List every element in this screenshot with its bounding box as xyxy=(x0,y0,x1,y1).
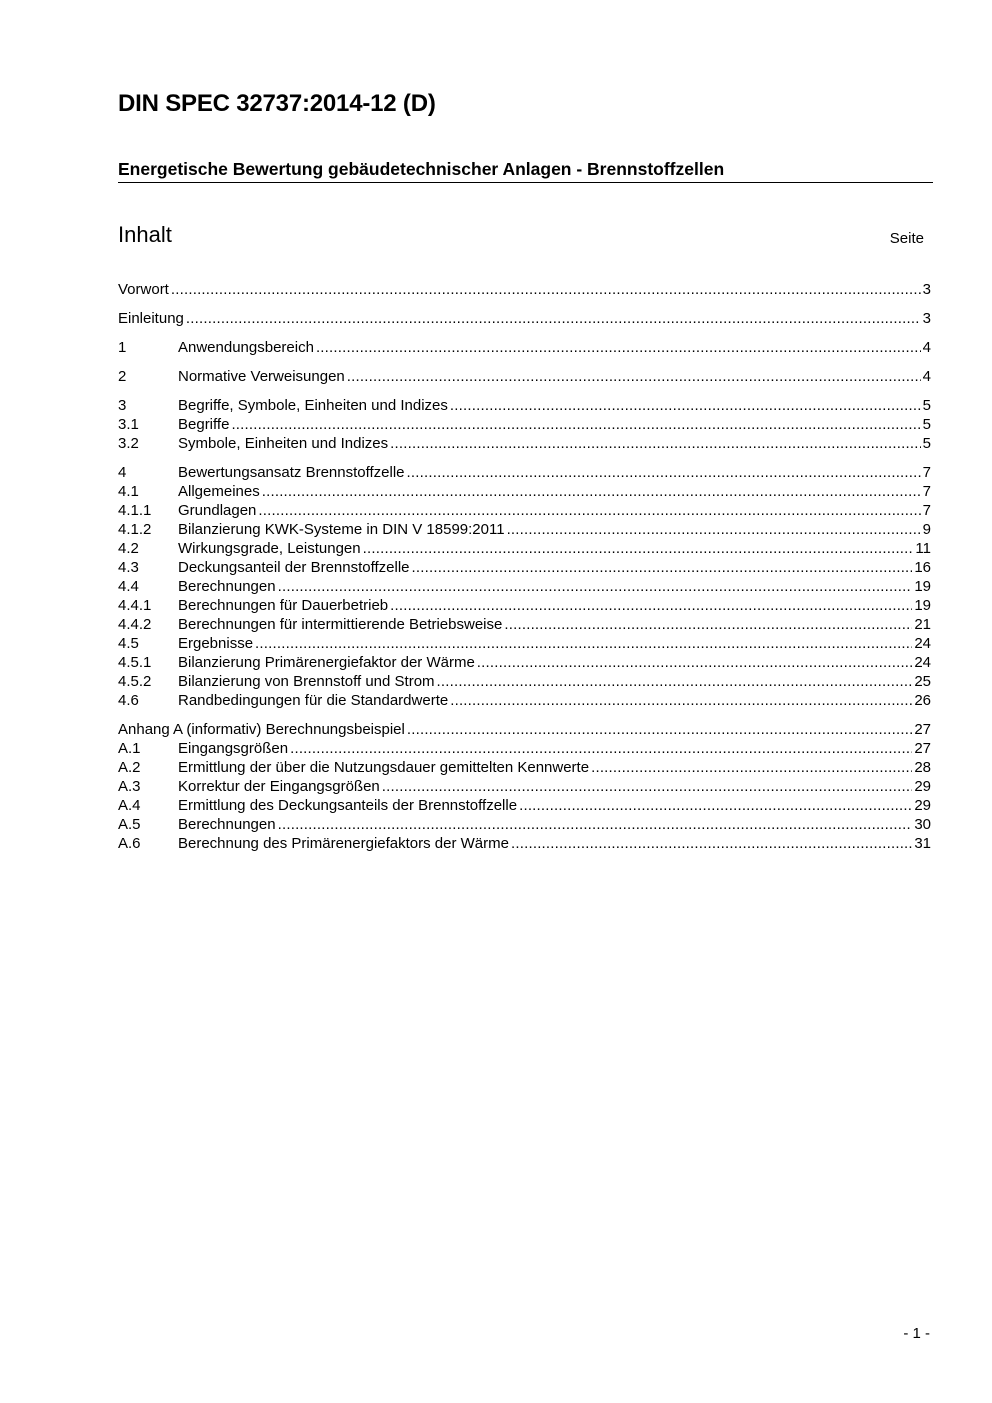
toc-entry-number: 4.4 xyxy=(118,578,139,595)
toc-entry[interactable] xyxy=(118,539,931,558)
toc-leader-dots xyxy=(258,501,920,520)
toc-entry[interactable] xyxy=(118,796,931,815)
toc-entry-number: 4.6 xyxy=(118,692,139,709)
toc-entry-number: 4.5 xyxy=(118,635,139,652)
toc-entry-page: 25 xyxy=(914,673,931,690)
toc-entry-page: 24 xyxy=(914,654,931,671)
toc-entry-title: Ergebnisse xyxy=(178,635,254,652)
toc-entry[interactable] xyxy=(118,615,931,634)
toc-entry-title: Vorwort xyxy=(118,281,169,298)
toc-entry[interactable] xyxy=(118,482,931,501)
toc-entry-title: Allgemeines xyxy=(178,483,260,500)
toc-entry-page: 29 xyxy=(914,778,931,795)
toc-entry-number: 4.5.2 xyxy=(118,673,152,690)
toc-entry-title: Bewertungsansatz Brennstoffzelle xyxy=(178,464,405,481)
toc-entry[interactable] xyxy=(118,367,931,386)
toc-page-label: Seite xyxy=(889,230,924,247)
toc-entry-number: 2 xyxy=(118,368,127,385)
toc-entry[interactable] xyxy=(118,280,931,299)
toc-entry-page: 19 xyxy=(914,597,931,614)
toc-entry-number: 4.1 xyxy=(118,483,139,500)
toc-entry-title: Eingangsgrößen xyxy=(178,740,289,757)
page-number: - 1 - xyxy=(903,1325,930,1342)
toc-entry-page: 11 xyxy=(915,540,931,557)
toc-entry-page: 7 xyxy=(922,464,931,481)
toc-entry-page: 30 xyxy=(914,816,931,833)
table-of-contents xyxy=(118,280,931,853)
toc-entry-title: Anwendungsbereich xyxy=(178,339,314,356)
toc-entry-title: Berechnungen für intermittierende Betriebsweise xyxy=(178,616,503,633)
toc-entry[interactable] xyxy=(118,834,931,853)
toc-leader-dots xyxy=(262,482,921,501)
toc-entry-number: A.2 xyxy=(118,759,141,776)
toc-leader-dots xyxy=(511,834,912,853)
toc-entry-page: 27 xyxy=(914,721,931,738)
toc-entry[interactable] xyxy=(118,309,931,328)
toc-entry-title: Einleitung xyxy=(118,310,184,327)
toc-entry-number: 4.2 xyxy=(118,540,139,557)
toc-leader-dots xyxy=(278,815,913,834)
toc-entry-title: Berechnung des Primärenergiefaktors der Wärme xyxy=(178,835,509,852)
toc-entry[interactable] xyxy=(118,815,931,834)
toc-entry[interactable] xyxy=(118,672,931,691)
toc-entry-number: 4.4.1 xyxy=(118,597,152,614)
toc-entry-page: 7 xyxy=(922,483,931,500)
toc-entry-title: Bilanzierung Primärenergiefaktor der Wärme xyxy=(178,654,475,671)
toc-entry-page: 7 xyxy=(922,502,931,519)
toc-entry-number: 4.1.2 xyxy=(118,521,152,538)
toc-entry-page: 21 xyxy=(914,616,931,633)
toc-entry-title: Deckungsanteil der Brennstoffzelle xyxy=(178,559,410,576)
toc-entry[interactable] xyxy=(118,577,931,596)
toc-entry-page: 29 xyxy=(914,797,931,814)
toc-leader-dots xyxy=(390,596,912,615)
toc-entry-title: Bilanzierung von Brennstoff und Strom xyxy=(178,673,435,690)
toc-entry-number: A.3 xyxy=(118,778,141,795)
toc-entry-title: Wirkungsgrade, Leistungen xyxy=(178,540,361,557)
toc-entry-page: 27 xyxy=(914,740,931,757)
toc-entry-title: Grundlagen xyxy=(178,502,257,519)
toc-leader-dots xyxy=(407,463,921,482)
toc-entry-page: 5 xyxy=(922,416,931,433)
toc-entry-number: 1 xyxy=(118,339,127,356)
toc-entry-title: Normative Verweisungen xyxy=(178,368,345,385)
toc-entry-page: 28 xyxy=(914,759,931,776)
toc-entry-page: 26 xyxy=(914,692,931,709)
toc-leader-dots xyxy=(382,777,913,796)
toc-entry[interactable] xyxy=(118,720,931,739)
toc-entry-page: 19 xyxy=(914,578,931,595)
document-id: DIN SPEC 32737:2014-12 (D) xyxy=(118,90,436,117)
toc-entry-title: Begriffe, Symbole, Einheiten und Indizes xyxy=(178,397,448,414)
toc-entry-number: 3.2 xyxy=(118,435,139,452)
toc-leader-dots xyxy=(255,634,912,653)
toc-leader-dots xyxy=(450,691,912,710)
toc-leader-dots xyxy=(316,338,921,357)
toc-entry-number: 4 xyxy=(118,464,127,481)
toc-leader-dots xyxy=(412,558,913,577)
toc-entry-number: A.1 xyxy=(118,740,141,757)
toc-entry-page: 4 xyxy=(922,368,931,385)
toc-leader-dots xyxy=(437,672,913,691)
toc-entry-number: 4.4.2 xyxy=(118,616,152,633)
toc-leader-dots xyxy=(171,280,921,299)
toc-entry-number: 4.5.1 xyxy=(118,654,152,671)
toc-entry[interactable] xyxy=(118,653,931,672)
toc-entry-number: 3 xyxy=(118,397,127,414)
toc-leader-dots xyxy=(477,653,913,672)
toc-entry[interactable] xyxy=(118,558,931,577)
toc-entry-title: Korrektur der Eingangsgrößen xyxy=(178,778,380,795)
toc-entry-number: 4.1.1 xyxy=(118,502,152,519)
toc-entry-title: Berechnungen für Dauerbetrieb xyxy=(178,597,389,614)
toc-entry-page: 5 xyxy=(922,435,931,452)
toc-entry-title: Randbedingungen für die Standardwerte xyxy=(178,692,449,709)
toc-entry[interactable] xyxy=(118,434,931,453)
toc-leader-dots xyxy=(186,309,921,328)
toc-entry-number: A.5 xyxy=(118,816,141,833)
toc-entry-title: Berechnungen xyxy=(178,816,276,833)
toc-entry-page: 3 xyxy=(922,281,931,298)
toc-leader-dots xyxy=(504,615,912,634)
toc-entry[interactable] xyxy=(118,501,931,520)
toc-entry-title: Bilanzierung KWK-Systeme in DIN V 18599:2011 xyxy=(178,521,505,538)
document-title: Energetische Bewertung gebäudetechnischer Anlagen - Brennstoffzellen xyxy=(118,159,933,183)
toc-leader-dots xyxy=(507,520,921,539)
toc-entry-page: 5 xyxy=(922,397,931,414)
toc-leader-dots xyxy=(347,367,921,386)
toc-leader-dots xyxy=(290,739,912,758)
toc-entry[interactable] xyxy=(118,777,931,796)
toc-entry-title: Berechnungen xyxy=(178,578,276,595)
toc-entry-number: A.6 xyxy=(118,835,141,852)
toc-entry-title: Symbole, Einheiten und Indizes xyxy=(178,435,389,452)
toc-leader-dots xyxy=(231,415,920,434)
toc-entry-number: A.4 xyxy=(118,797,141,814)
toc-leader-dots xyxy=(407,720,912,739)
toc-entry-page: 4 xyxy=(922,339,931,356)
toc-entry[interactable] xyxy=(118,520,931,539)
toc-entry-title: Ermittlung der über die Nutzungsdauer gemittelten Kennwerte xyxy=(178,759,590,776)
toc-heading: Inhalt xyxy=(118,222,172,247)
toc-entry-number: 3.1 xyxy=(118,416,139,433)
toc-entry[interactable] xyxy=(118,739,931,758)
toc-leader-dots xyxy=(363,539,914,558)
toc-entry[interactable] xyxy=(118,596,931,615)
toc-entry[interactable] xyxy=(118,758,931,777)
toc-entry[interactable] xyxy=(118,396,931,415)
toc-entry[interactable] xyxy=(118,634,931,653)
toc-entry-page: 24 xyxy=(914,635,931,652)
toc-entry[interactable] xyxy=(118,463,931,482)
toc-entry-page: 9 xyxy=(922,521,931,538)
toc-entry-number: 4.3 xyxy=(118,559,139,576)
toc-entry[interactable] xyxy=(118,415,931,434)
toc-entry[interactable] xyxy=(118,691,931,710)
toc-leader-dots xyxy=(591,758,912,777)
toc-entry-page: 31 xyxy=(914,835,931,852)
toc-entry-title: Begriffe xyxy=(178,416,230,433)
toc-leader-dots xyxy=(450,396,921,415)
toc-leader-dots xyxy=(390,434,921,453)
toc-leader-dots xyxy=(278,577,913,596)
toc-entry-page: 16 xyxy=(914,559,931,576)
toc-entry-page: 3 xyxy=(922,310,931,327)
toc-leader-dots xyxy=(519,796,912,815)
toc-entry-title: Ermittlung des Deckungsanteils der Brennstoffzelle xyxy=(178,797,518,814)
toc-entry-title: Anhang A (informativ) Berechnungsbeispiel xyxy=(118,721,405,738)
toc-entry[interactable] xyxy=(118,338,931,357)
